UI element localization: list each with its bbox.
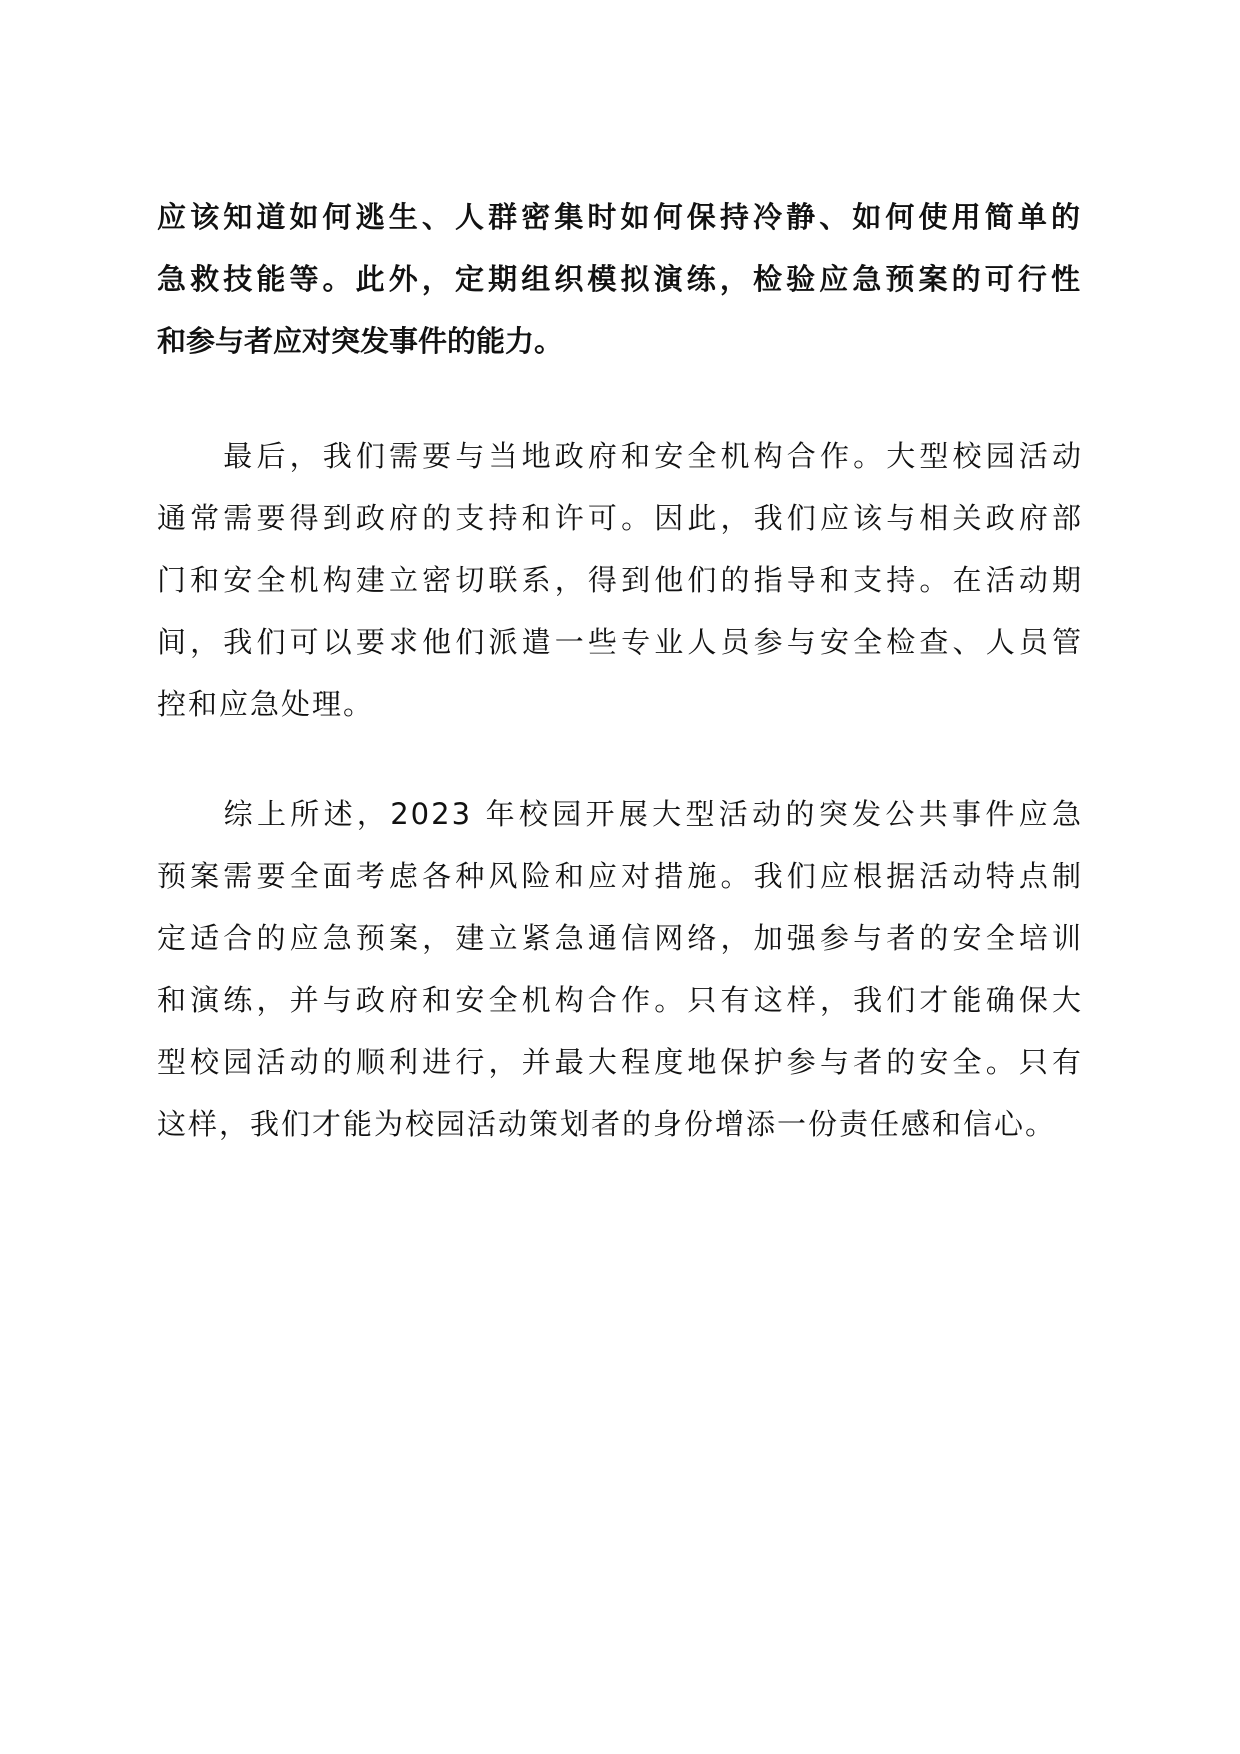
- paragraph-line: 通常需要得到政府的支持和许可。因此，我们应该与相关政府部: [157, 501, 1083, 535]
- paragraph-line: 型校园活动的顺利进行，并最大程度地保护参与者的安全。只有: [157, 1045, 1083, 1079]
- paragraph-line: 应该知道如何逃生、人群密集时如何保持冷静、如何使用简单的: [157, 200, 1083, 234]
- paragraph-line: 急救技能等。此外，定期组织模拟演练，检验应急预案的可行性: [157, 262, 1083, 296]
- paragraph-line: 定适合的应急预案，建立紧急通信网络，加强参与者的安全培训: [157, 921, 1083, 955]
- paragraph-line: 和参与者应对突发事件的能力。: [157, 324, 564, 358]
- paragraph-line: 预案需要全面考虑各种风险和应对措施。我们应根据活动特点制: [157, 859, 1083, 893]
- paragraph-line: 综上所述，2023 年校园开展大型活动的突发公共事件应急: [157, 797, 1083, 831]
- paragraph-line: 间，我们可以要求他们派遣一些专业人员参与安全检查、人员管: [157, 625, 1083, 659]
- paragraph-line: 门和安全机构建立密切联系，得到他们的指导和支持。在活动期: [157, 563, 1083, 597]
- paragraph-conclusion: [157, 783, 1083, 1155]
- paragraph-government-cooperation: [157, 425, 1083, 735]
- paragraph-line: 这样，我们才能为校园活动策划者的身份增添一份责任感和信心。: [157, 1107, 1057, 1141]
- paragraph-line: 和演练，并与政府和安全机构合作。只有这样，我们才能确保大: [157, 983, 1083, 1017]
- paragraph-line: 最后，我们需要与当地政府和安全机构合作。大型校园活动: [157, 439, 1083, 473]
- paragraph-line: 控和应急处理。: [157, 687, 375, 721]
- paragraph-escape-training: [157, 186, 1083, 372]
